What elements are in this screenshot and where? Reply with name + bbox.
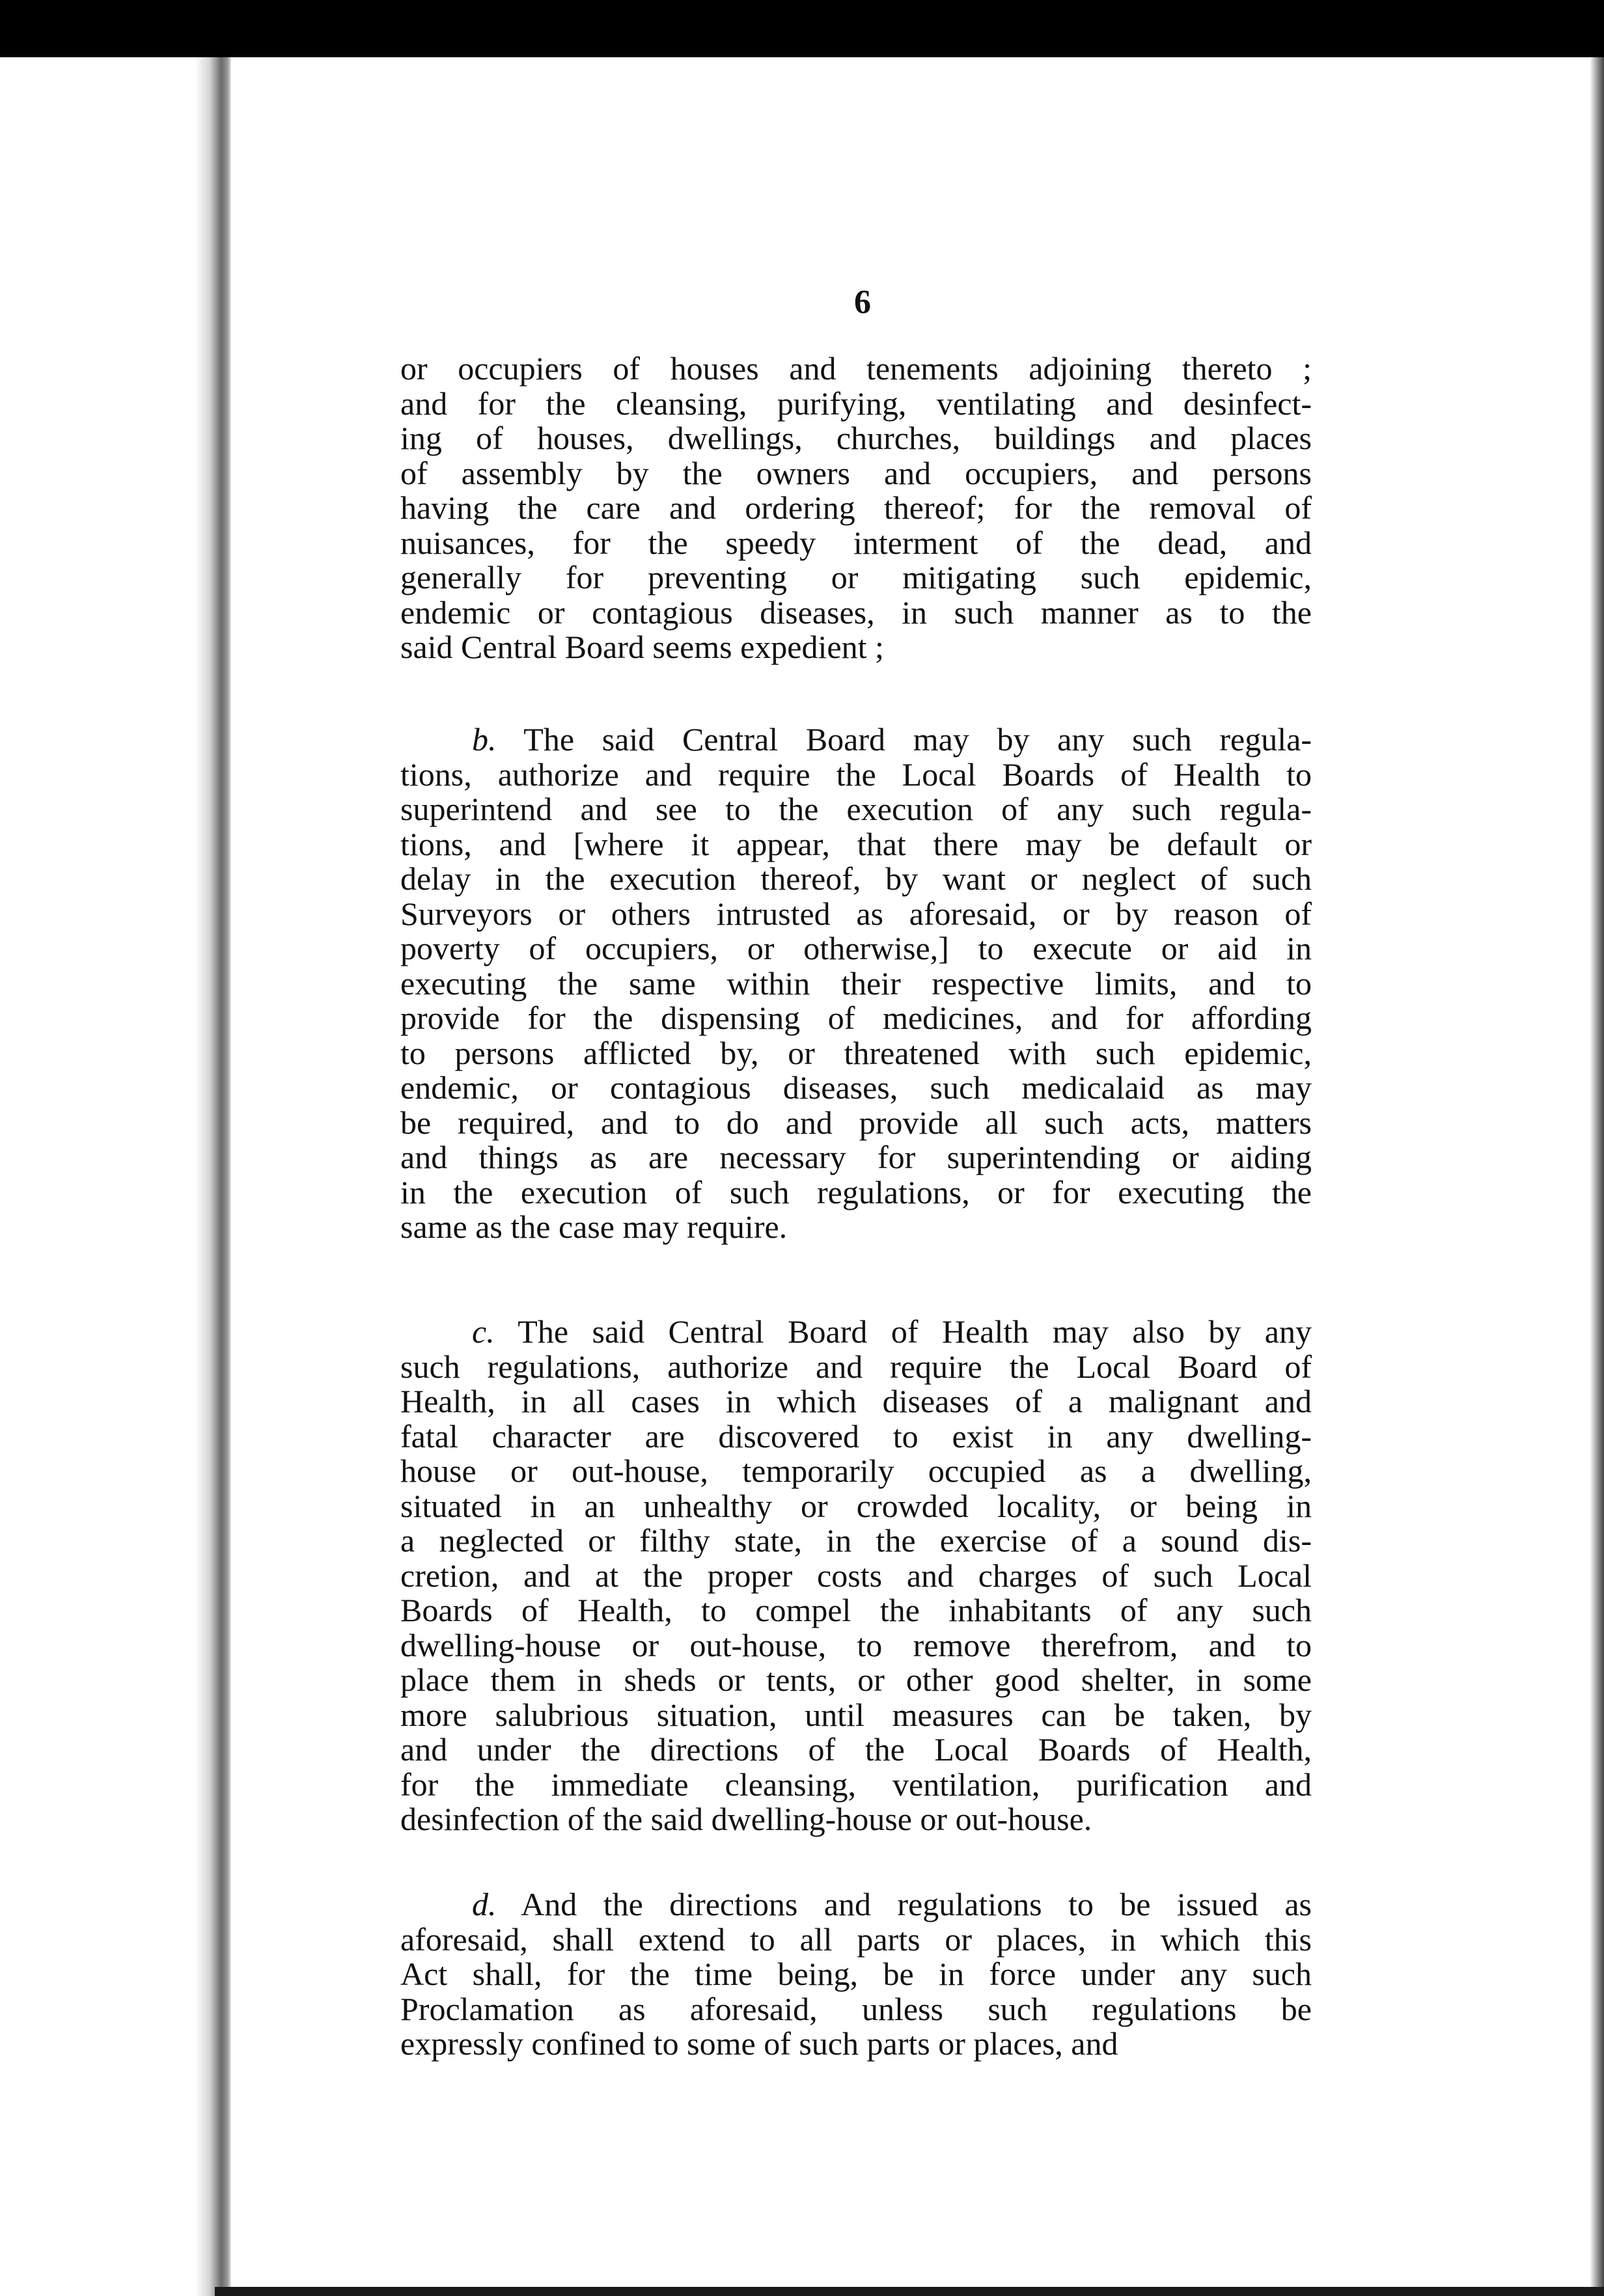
page-right-edge — [1590, 57, 1604, 2296]
text-line: tions, authorize and require the Local Boards of Health to — [400, 756, 1312, 793]
text-line: Boards of Health, to compel the inhabitants of any such — [400, 1592, 1312, 1628]
text-line: having the care and ordering thereof; for the removal of — [400, 489, 1312, 526]
text-line: and under the directions of the Local Boards of Health, — [400, 1731, 1312, 1768]
text-line: house or out-house, temporarily occupied as a dwelling, — [400, 1453, 1312, 1489]
text-line: be required, and to do and provide all such acts, matters — [400, 1104, 1312, 1141]
text-line: tions, and [where it appear, that there may be default or — [400, 825, 1312, 862]
text-line: superintend and see to the execution of any such regula- — [400, 791, 1312, 827]
text-line: poverty of occupiers, or otherwise,] to execute or aid in — [400, 930, 1312, 966]
text-line: delay in the execution thereof, by want or neglect of such — [400, 860, 1312, 897]
text-line: to persons afflicted by, or threatened with such epidemic, — [400, 1034, 1312, 1071]
text-line: Act shall, for the time being, be in force under any such — [400, 1956, 1312, 1992]
paragraph-c — [400, 1315, 1312, 1837]
text-line: place them in sheds or tents, or other good shelter, in some — [400, 1661, 1312, 1698]
paragraph-first-line-text: The said Central Board may by any such regula- — [496, 721, 1312, 758]
text-line: fatal character are discovered to exist in any dwelling- — [400, 1417, 1312, 1455]
paragraph-b — [400, 722, 1312, 1245]
text-line: cretion, and at the proper costs and charges of such Local — [400, 1557, 1312, 1594]
paragraph-first-line-text: The said Central Board of Health may also by any — [494, 1313, 1312, 1350]
text-line — [400, 1315, 1312, 1350]
text-line: such regulations, authorize and require the Local Board of — [400, 1348, 1312, 1385]
text-line: aforesaid, shall extend to all parts or places, in which this — [400, 1920, 1312, 1958]
scanner-top-border — [0, 0, 1604, 57]
text-line: of assembly by the owners and occupiers, and persons — [400, 454, 1312, 491]
text-line: Proclamation as aforesaid, unless such regulations be — [400, 1990, 1312, 2027]
paragraph-label: c. — [472, 1313, 495, 1350]
text-line: and things as are necessary for superintending or aiding — [400, 1139, 1312, 1175]
paragraph-first-line-text: And the directions and regulations to be issued as — [496, 1886, 1312, 1922]
text-line: or occupiers of houses and tenements adjoining thereto ; — [400, 350, 1312, 387]
text-line: same as the case may require. — [400, 1209, 788, 1245]
text-line: generally for preventing or mitigating such epidemic, — [400, 559, 1312, 595]
text-line: ing of houses, dwellings, churches, buildings and places — [400, 420, 1312, 456]
scanner-bottom-border — [215, 2287, 1604, 2296]
paragraph-d — [400, 1887, 1312, 2062]
paragraph-label: d. — [472, 1886, 497, 1922]
text-line: desinfection of the said dwelling-house or out-house. — [400, 1801, 1092, 1837]
text-line: situated in an unhealthy or crowded locality, or being in — [400, 1487, 1312, 1524]
text-line — [400, 1887, 1312, 1922]
page-number: 6 — [854, 284, 871, 321]
text-line: executing the same within their respective limits, and to — [400, 964, 1312, 1002]
text-line — [400, 722, 1312, 758]
text-line: a neglected or filthy state, in the exercise of a sound dis- — [400, 1522, 1312, 1559]
text-line: endemic, or contagious diseases, such medicalaid as may — [400, 1069, 1312, 1106]
text-line: Surveyors or others intrusted as aforesaid, or by reason of — [400, 895, 1312, 932]
text-line: more salubrious situation, until measures can be taken, by — [400, 1696, 1312, 1733]
text-line: said Central Board seems expedient ; — [400, 629, 884, 665]
text-line: dwelling-house or out-house, to remove therefrom, and to — [400, 1626, 1312, 1663]
paragraph-label: b. — [472, 721, 497, 758]
paragraph-intro — [400, 351, 1312, 665]
text-line: in the execution of such regulations, or for executing the — [400, 1173, 1312, 1210]
text-line: Health, in all cases in which diseases of a malignant and — [400, 1383, 1312, 1419]
text-line: and for the cleansing, purifying, ventilating and desinfect- — [400, 385, 1312, 422]
binding-shadow — [0, 57, 231, 2296]
text-line: provide for the dispensing of medicines, and for affording — [400, 1000, 1312, 1036]
text-line: for the immediate cleansing, ventilation, purification and — [400, 1766, 1312, 1803]
text-line: nuisances, for the speedy interment of the dead, and — [400, 524, 1312, 561]
text-line: endemic or contagious diseases, in such manner as to the — [400, 594, 1312, 631]
text-line: expressly confined to some of such parts or places, and — [400, 2025, 1118, 2062]
